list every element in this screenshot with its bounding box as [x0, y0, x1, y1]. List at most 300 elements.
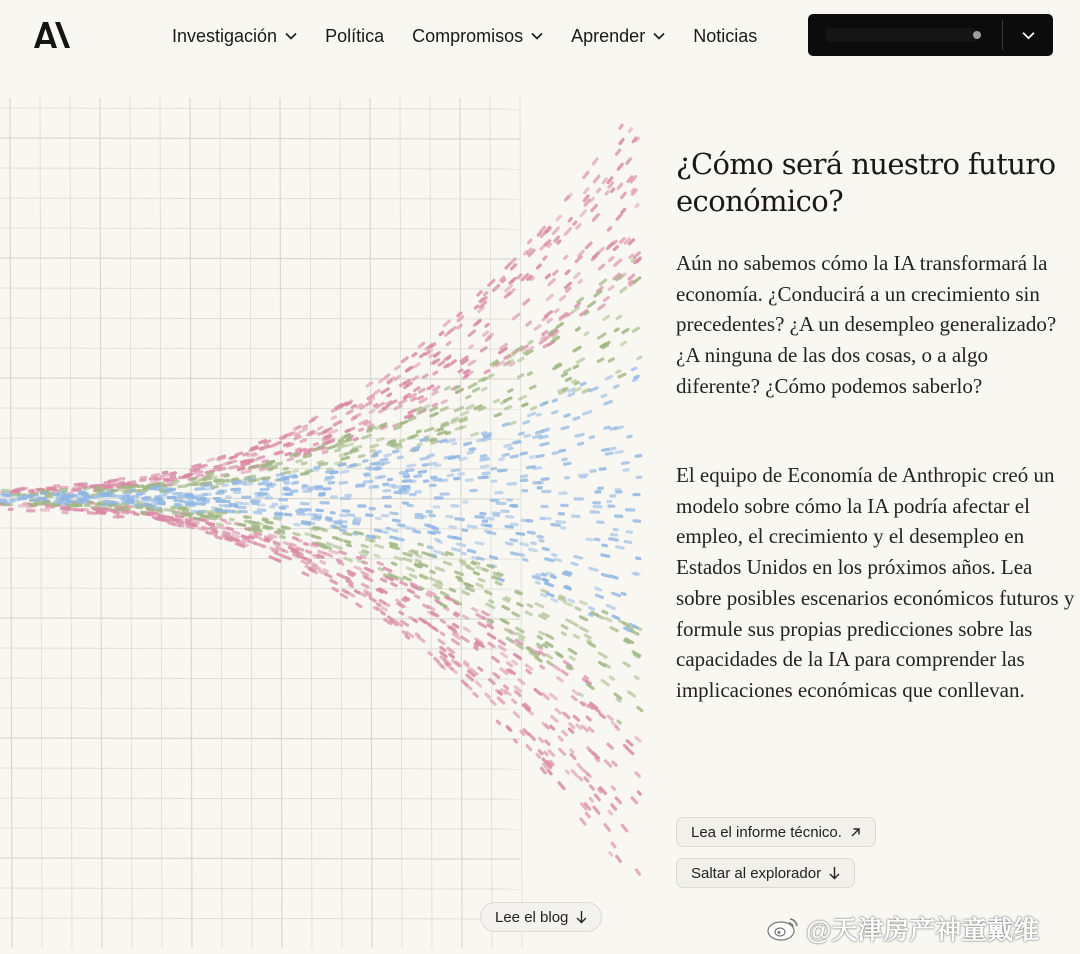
- sketch-stroke: [585, 715, 593, 722]
- sketch-stroke: [587, 605, 595, 611]
- sketch-stroke: [429, 484, 437, 488]
- sketch-stroke: [604, 616, 613, 622]
- read-blog-label: Lee el blog: [495, 908, 569, 926]
- sketch-stroke: [36, 502, 46, 505]
- sketch-stroke: [484, 524, 493, 528]
- sketch-stroke: [526, 603, 534, 609]
- sketch-stroke: [630, 366, 638, 372]
- grid-line: [70, 98, 72, 948]
- sketch-stroke: [558, 294, 567, 302]
- read-blog-button[interactable]: [480, 902, 602, 932]
- nav-investigacion-label: Investigación: [172, 25, 278, 46]
- sketch-stroke: [332, 419, 343, 426]
- sketch-stroke: [576, 357, 586, 364]
- sketch-stroke: [421, 463, 429, 467]
- sketch-stroke: [172, 492, 183, 496]
- scenario-fan-illustration: [0, 88, 660, 954]
- sketch-stroke: [551, 269, 559, 277]
- sketch-stroke: [462, 500, 468, 503]
- sketch-stroke: [618, 137, 626, 146]
- sketch-stroke: [334, 448, 341, 453]
- sketch-stroke: [522, 297, 531, 306]
- sketch-stroke: [560, 526, 567, 530]
- sketch-stroke: [493, 672, 501, 680]
- sketch-stroke: [357, 504, 366, 508]
- sketch-stroke: [432, 370, 439, 376]
- sketch-stroke: [563, 413, 571, 419]
- sketch-stroke: [578, 625, 589, 633]
- sketch-stroke: [614, 854, 622, 864]
- sketch-stroke: [281, 504, 289, 508]
- sketch-stroke: [538, 539, 545, 543]
- sketch-stroke: [535, 580, 542, 585]
- sketch-stroke: [608, 851, 614, 858]
- cta-main[interactable]: [808, 14, 1002, 56]
- sketch-stroke: [591, 212, 600, 222]
- sketch-stroke: [315, 508, 324, 512]
- sketch-stroke: [619, 286, 628, 294]
- sketch-stroke: [368, 507, 376, 511]
- read-report-label: Lea el informe técnico.: [691, 823, 842, 841]
- nav-compromisos[interactable]: [412, 26, 543, 47]
- sketch-stroke: [572, 271, 581, 280]
- sketch-stroke: [427, 651, 434, 657]
- sketch-stroke: [609, 494, 616, 497]
- sketch-stroke: [448, 587, 456, 593]
- sketch-stroke: [527, 732, 537, 742]
- chevron-down-icon: [1022, 31, 1035, 40]
- sketch-stroke: [313, 465, 321, 470]
- sketch-stroke: [504, 405, 513, 411]
- sketch-stroke: [481, 471, 490, 475]
- sketch-stroke: [601, 609, 609, 615]
- sketch-stroke: [344, 428, 352, 434]
- sketch-stroke: [352, 437, 359, 442]
- sketch-stroke: [450, 504, 459, 508]
- sketch-stroke: [384, 505, 392, 509]
- sketch-stroke: [372, 605, 379, 611]
- sketch-stroke: [610, 533, 618, 537]
- sketch-stroke: [392, 518, 401, 522]
- sketch-stroke: [527, 530, 537, 535]
- nav-investigacion[interactable]: [172, 26, 297, 47]
- sketch-stroke: [495, 719, 502, 726]
- sketch-stroke: [362, 459, 369, 464]
- sketch-stroke: [533, 323, 542, 331]
- sketch-stroke: [634, 454, 642, 458]
- chevron-down-icon: [531, 32, 543, 40]
- sketch-stroke: [564, 769, 570, 776]
- sketch-stroke: [204, 487, 214, 491]
- sketch-stroke: [511, 312, 521, 321]
- sketch-stroke: [474, 515, 485, 519]
- sketch-stroke: [281, 554, 292, 561]
- weibo-icon: [766, 914, 800, 942]
- sketch-stroke: [525, 744, 533, 752]
- sketch-stroke: [596, 520, 605, 524]
- sketch-stroke: [547, 749, 556, 758]
- sketch-stroke: [434, 566, 445, 573]
- sketch-stroke: [622, 661, 631, 668]
- sketch-stroke: [18, 497, 25, 500]
- sketch-stroke: [603, 400, 613, 406]
- sketch-stroke: [417, 542, 424, 547]
- sketch-stroke: [544, 557, 555, 563]
- sketch-stroke: [426, 545, 434, 550]
- sketch-stroke: [4, 494, 12, 497]
- sketch-stroke: [108, 479, 119, 483]
- sketch-stroke: [545, 653, 554, 660]
- sketch-stroke: [512, 710, 521, 719]
- sketch-stroke: [549, 714, 559, 723]
- sketch-stroke: [500, 509, 510, 513]
- sketch-stroke: [274, 461, 283, 466]
- sketch-stroke: [625, 530, 633, 534]
- sketch-stroke: [596, 246, 606, 255]
- sketch-stroke: [471, 386, 480, 393]
- sketch-stroke: [382, 496, 392, 499]
- sketch-stroke: [582, 170, 591, 180]
- sketch-stroke: [533, 687, 543, 696]
- sketch-stroke: [340, 497, 351, 500]
- main-nav: [172, 22, 785, 50]
- sketch-stroke: [590, 510, 601, 514]
- sketch-stroke: [403, 491, 409, 494]
- grid-line: [130, 98, 132, 948]
- nav-politica[interactable]: [325, 26, 384, 47]
- sketch-stroke: [386, 392, 393, 398]
- sketch-stroke: [229, 503, 239, 507]
- sketch-stroke: [608, 675, 615, 682]
- sketch-stroke: [194, 487, 205, 491]
- sketch-stroke: [612, 528, 619, 532]
- sketch-stroke: [505, 541, 514, 546]
- sketch-stroke: [556, 676, 565, 684]
- sketch-stroke: [611, 614, 621, 621]
- sketch-stroke: [577, 692, 584, 698]
- sketch-stroke: [592, 501, 601, 504]
- sketch-stroke: [383, 453, 392, 458]
- sketch-stroke: [327, 481, 335, 485]
- try-claude-button[interactable]: [808, 14, 1053, 56]
- sketch-stroke: [433, 505, 441, 509]
- sketch-stroke: [522, 557, 529, 562]
- sketch-stroke: [542, 255, 549, 262]
- sketch-stroke: [561, 457, 568, 461]
- nav-aprender[interactable]: [571, 26, 665, 47]
- sketch-stroke: [519, 542, 529, 547]
- sketch-stroke: [584, 811, 591, 819]
- sketch-stroke: [573, 497, 583, 500]
- read-report-button[interactable]: [676, 817, 876, 847]
- sketch-stroke: [329, 578, 339, 585]
- sketch-stroke: [456, 323, 464, 330]
- sketch-stroke: [318, 493, 324, 496]
- sketch-stroke: [606, 225, 613, 232]
- sketch-stroke: [229, 454, 238, 460]
- sketch-stroke: [469, 489, 478, 493]
- sketch-stroke: [593, 793, 602, 802]
- chevron-down-icon: [285, 32, 297, 40]
- sketch-stroke: [142, 498, 153, 501]
- sketch-stroke: [539, 401, 548, 407]
- sketch-stroke: [602, 314, 611, 322]
- sketch-stroke: [588, 796, 595, 803]
- sketch-stroke: [627, 126, 633, 133]
- sketch-stroke: [632, 493, 640, 496]
- sketch-stroke: [492, 511, 501, 515]
- sketch-stroke: [585, 537, 594, 541]
- nav-compromisos-label: Compromisos: [412, 25, 524, 46]
- nav-noticias[interactable]: [693, 26, 757, 47]
- sketch-stroke: [611, 591, 622, 598]
- cta-dot: [973, 31, 981, 39]
- sketch-stroke: [365, 381, 374, 389]
- sketch-stroke: [155, 497, 163, 500]
- sketch-stroke: [303, 542, 310, 547]
- sketch-stroke: [226, 459, 237, 465]
- sketch-stroke: [595, 613, 605, 620]
- sketch-stroke: [545, 293, 554, 302]
- grid-line: [0, 558, 520, 559]
- sketch-stroke: [225, 526, 234, 531]
- sketch-stroke: [525, 320, 533, 327]
- sketch-stroke: [101, 503, 110, 506]
- grid-line: [0, 858, 520, 859]
- sketch-stroke: [528, 547, 538, 552]
- sketch-stroke: [522, 420, 531, 426]
- cta-dropdown-button[interactable]: [1003, 14, 1053, 56]
- sketch-stroke: [578, 473, 589, 477]
- sketch-stroke: [608, 537, 619, 542]
- sketch-stroke: [506, 482, 517, 486]
- sketch-stroke: [610, 785, 617, 792]
- sketch-stroke: [509, 454, 519, 459]
- sketch-stroke: [439, 406, 449, 413]
- nav-aprender-label: Aprender: [571, 25, 646, 46]
- sketch-stroke: [423, 479, 430, 483]
- grid-line: [0, 288, 520, 289]
- sketch-stroke: [558, 512, 565, 516]
- sketch-stroke: [363, 566, 371, 572]
- anthropic-logo[interactable]: [32, 20, 72, 50]
- sketch-stroke: [372, 485, 378, 489]
- sketch-stroke: [555, 214, 563, 222]
- scenario-strokes: [0, 123, 644, 877]
- sketch-stroke: [465, 394, 472, 400]
- sketch-stroke: [570, 561, 579, 566]
- sketch-stroke: [496, 696, 506, 706]
- sketch-stroke: [501, 604, 511, 611]
- sketch-stroke: [439, 492, 449, 495]
- sketch-stroke: [355, 602, 363, 609]
- sketch-stroke: [373, 553, 381, 558]
- sketch-stroke: [390, 561, 398, 566]
- sketch-stroke: [577, 278, 584, 284]
- sketch-stroke: [353, 565, 362, 571]
- sketch-stroke: [467, 329, 477, 338]
- jump-to-explorer-label: Saltar al explorador: [691, 864, 822, 882]
- sketch-stroke: [529, 455, 538, 460]
- sketch-stroke: [466, 548, 476, 554]
- sketch-stroke: [413, 594, 421, 600]
- sketch-stroke: [474, 680, 483, 688]
- sketch-stroke: [465, 478, 474, 482]
- sketch-stroke: [279, 535, 287, 540]
- sketch-stroke: [342, 509, 351, 513]
- sketch-stroke: [301, 571, 310, 578]
- sketch-stroke: [311, 534, 322, 540]
- sketch-stroke: [568, 655, 576, 662]
- sketch-stroke: [167, 496, 178, 499]
- grid-line: [0, 378, 520, 379]
- grid-line: [160, 98, 162, 948]
- sketch-stroke: [602, 295, 610, 302]
- sketch-stroke: [510, 698, 517, 705]
- sketch-stroke: [489, 555, 499, 561]
- sketch-stroke: [491, 479, 498, 483]
- sketch-stroke: [393, 555, 403, 561]
- grid-line: [0, 318, 520, 319]
- sketch-stroke: [594, 490, 601, 493]
- sketch-stroke: [340, 470, 350, 475]
- sketch-stroke: [346, 442, 355, 448]
- sketch-stroke: [562, 254, 569, 261]
- sketch-stroke: [324, 572, 333, 579]
- grid-line: [10, 98, 12, 948]
- sketch-stroke: [392, 449, 400, 454]
- sketch-stroke: [596, 332, 607, 341]
- sketch-stroke: [330, 495, 338, 498]
- grid-line: [0, 888, 520, 889]
- sketch-stroke: [345, 409, 354, 416]
- sketch-stroke: [462, 626, 471, 634]
- sketch-stroke: [363, 479, 374, 483]
- grid-line: [0, 828, 520, 829]
- sketch-stroke: [635, 556, 642, 561]
- sketch-stroke: [563, 226, 573, 236]
- sketch-stroke: [454, 570, 465, 577]
- cta-label-redacted: [826, 28, 976, 42]
- sketch-stroke: [625, 508, 636, 512]
- chevron-down-icon: [653, 32, 665, 40]
- sketch-stroke: [225, 495, 232, 498]
- sketch-stroke: [544, 581, 555, 588]
- sketch-stroke: [412, 361, 421, 369]
- sketch-stroke: [560, 623, 569, 630]
- sketch-stroke: [616, 182, 624, 190]
- sketch-stroke: [101, 488, 107, 492]
- sketch-stroke: [77, 498, 87, 501]
- sketch-stroke: [399, 580, 409, 587]
- sketch-stroke: [447, 535, 458, 540]
- sketch-stroke: [432, 350, 441, 358]
- sketch-stroke: [400, 356, 410, 364]
- sketch-stroke: [565, 618, 574, 625]
- sketch-stroke: [515, 531, 525, 536]
- sketch-stroke: [292, 536, 299, 541]
- sketch-stroke: [470, 606, 479, 613]
- sketch-stroke: [487, 373, 495, 379]
- jump-to-explorer-button[interactable]: [676, 858, 855, 888]
- grid-line: [460, 98, 462, 948]
- sketch-stroke: [417, 341, 426, 349]
- sketch-stroke: [292, 531, 301, 536]
- sketch-stroke: [536, 535, 544, 539]
- sketch-stroke: [440, 399, 448, 405]
- sketch-stroke: [501, 422, 510, 428]
- sketch-stroke: [102, 494, 112, 497]
- nav-noticias-label: Noticias: [693, 25, 758, 46]
- sketch-stroke: [490, 655, 500, 664]
- intro-paragraph: Aún no sabemos cómo la IA transformará la economía. ¿Conducirá a un crecimiento sin precedentes? ¿A un desempleo generalizado? ¿A ninguna de las dos cosas, o a algo diferente? ¿Cómo podemos saberlo?: [676, 251, 1057, 398]
- sketch-stroke: [475, 582, 485, 588]
- sketch-stroke: [293, 522, 301, 526]
- sketch-stroke: [442, 319, 451, 328]
- sketch-stroke: [483, 368, 491, 374]
- sketch-stroke: [300, 502, 310, 506]
- sketch-stroke: [477, 621, 488, 629]
- sketch-stroke: [477, 666, 484, 673]
- sketch-stroke: [482, 567, 489, 572]
- sketch-stroke: [632, 519, 641, 523]
- sketch-stroke: [509, 551, 519, 556]
- sketch-stroke: [138, 492, 144, 495]
- sketch-stroke: [0, 499, 7, 502]
- sketch-stroke: [429, 569, 436, 574]
- sketch-stroke: [296, 512, 306, 516]
- sketch-stroke: [319, 501, 329, 504]
- sketch-stroke: [537, 736, 544, 743]
- sketch-stroke: [390, 581, 399, 587]
- sketch-stroke: [218, 504, 226, 508]
- sketch-stroke: [233, 491, 241, 494]
- sketch-stroke: [545, 517, 551, 521]
- sketch-stroke: [330, 415, 337, 421]
- sketch-stroke: [472, 571, 480, 576]
- arrow-down-icon: [829, 866, 840, 880]
- sketch-stroke: [409, 493, 417, 496]
- sketch-stroke: [551, 226, 561, 236]
- sketch-stroke: [427, 524, 436, 528]
- sketch-stroke: [393, 404, 403, 411]
- sketch-stroke: [588, 566, 599, 572]
- sketch-stroke: [158, 500, 166, 503]
- sketch-stroke: [607, 446, 617, 451]
- sketch-stroke: [557, 780, 566, 790]
- sketch-stroke: [607, 255, 615, 263]
- sketch-stroke: [284, 513, 293, 517]
- sketch-stroke: [539, 517, 546, 521]
- sketch-stroke: [413, 474, 422, 478]
- sketch-stroke: [206, 457, 216, 463]
- sketch-stroke: [541, 490, 551, 493]
- sketch-stroke: [616, 719, 623, 725]
- grid-line: [490, 98, 492, 948]
- sketch-stroke: [540, 505, 548, 509]
- sketch-stroke: [368, 408, 376, 414]
- sketch-stroke: [344, 451, 352, 456]
- sketch-stroke: [634, 202, 640, 209]
- sketch-stroke: [507, 388, 515, 394]
- sketch-stroke: [378, 529, 389, 534]
- sketch-stroke: [343, 556, 354, 563]
- sketch-stroke: [373, 388, 382, 395]
- sketch-stroke: [431, 626, 440, 633]
- watermark-text: @天津房产神童戴维: [806, 914, 1040, 945]
- sketch-stroke: [411, 351, 418, 358]
- sketch-stroke: [534, 602, 545, 609]
